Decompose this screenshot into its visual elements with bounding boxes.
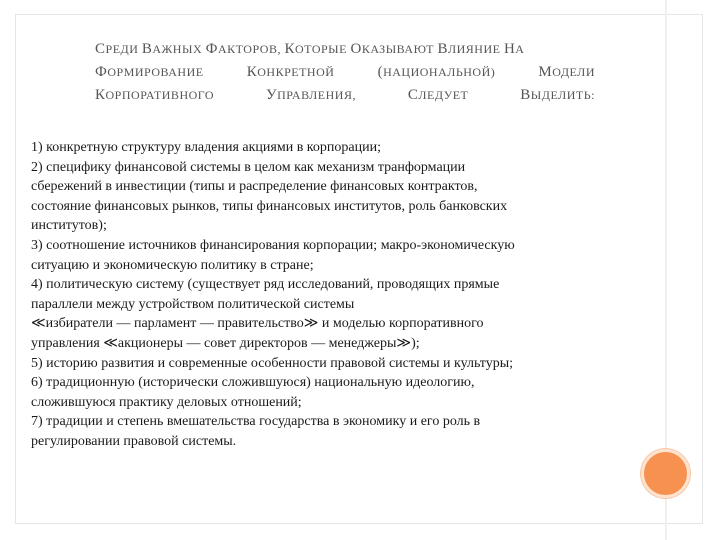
body-line: ≪избиратели — парламент — правительство≫ и моделью корпоративного bbox=[31, 316, 484, 332]
heading-word: КОНКРЕТНОЙ bbox=[246, 64, 335, 80]
body-line: регулировании правовой системы. bbox=[31, 433, 237, 449]
heading-word: ВЫДЕЛИТЬ: bbox=[520, 87, 595, 103]
heading-word: УПРАВЛЕНИЯ, bbox=[266, 87, 356, 103]
body-line: 3) соотношение источников финансирования корпорации; макро-экономическую bbox=[31, 237, 515, 253]
heading-line-2 bbox=[95, 61, 595, 84]
heading-word: СЛЕДУЕТ bbox=[407, 87, 469, 103]
body-line: 7) традиции и степень вмешательства государства в экономику и его роль в bbox=[31, 414, 481, 430]
body-line: ситуацию и экономическую политику в стране; bbox=[31, 257, 314, 273]
orange-circle-icon bbox=[641, 449, 690, 498]
heading-line-1 bbox=[95, 38, 595, 61]
heading-line-3 bbox=[95, 84, 595, 107]
slide-body-text bbox=[31, 138, 621, 452]
heading-word: ФОРМИРОВАНИЕ bbox=[95, 64, 204, 80]
slide-heading bbox=[95, 38, 595, 107]
heading-word: (НАЦИОНАЛЬНОЙ) bbox=[377, 64, 496, 80]
body-line: 2) специфику финансовой системы в целом как механизм транформации bbox=[31, 159, 466, 175]
body-line: сложившуюся практику деловых отношений; bbox=[31, 394, 302, 410]
body-line: 1) конкретную структуру владения акциями в корпорации; bbox=[31, 140, 381, 155]
heading-word: МОДЕЛИ bbox=[538, 64, 595, 80]
body-line: состояние финансовых рынков, типы финансовых институтов, роль банковских bbox=[31, 198, 508, 214]
heading-line-1-text: СРЕДИ ВАЖНЫХ ФАКТОРОВ, КОТОРЫЕ ОКАЗЫВАЮТ ВЛИЯНИЕ НА bbox=[95, 41, 525, 57]
body-line: 4) политическую систему (существует ряд исследований, проводящих прямые bbox=[31, 277, 500, 293]
body-line: сбережений в инвестиции (типы и распределение финансовых контрактов, bbox=[31, 179, 478, 195]
body-line: управления ≪акционеры — совет директоров — менеджеры≫); bbox=[31, 335, 420, 351]
body-line: параллели между устройством политической системы bbox=[31, 296, 355, 312]
body-line: 5) историю развития и современные особенности правовой системы и культуры; bbox=[31, 355, 514, 371]
body-line: институтов); bbox=[31, 218, 107, 234]
body-line: 6) традиционную (исторически сложившуюся) национальную идеологию, bbox=[31, 375, 475, 391]
heading-word: КОРПОРАТИВНОГО bbox=[95, 87, 215, 103]
